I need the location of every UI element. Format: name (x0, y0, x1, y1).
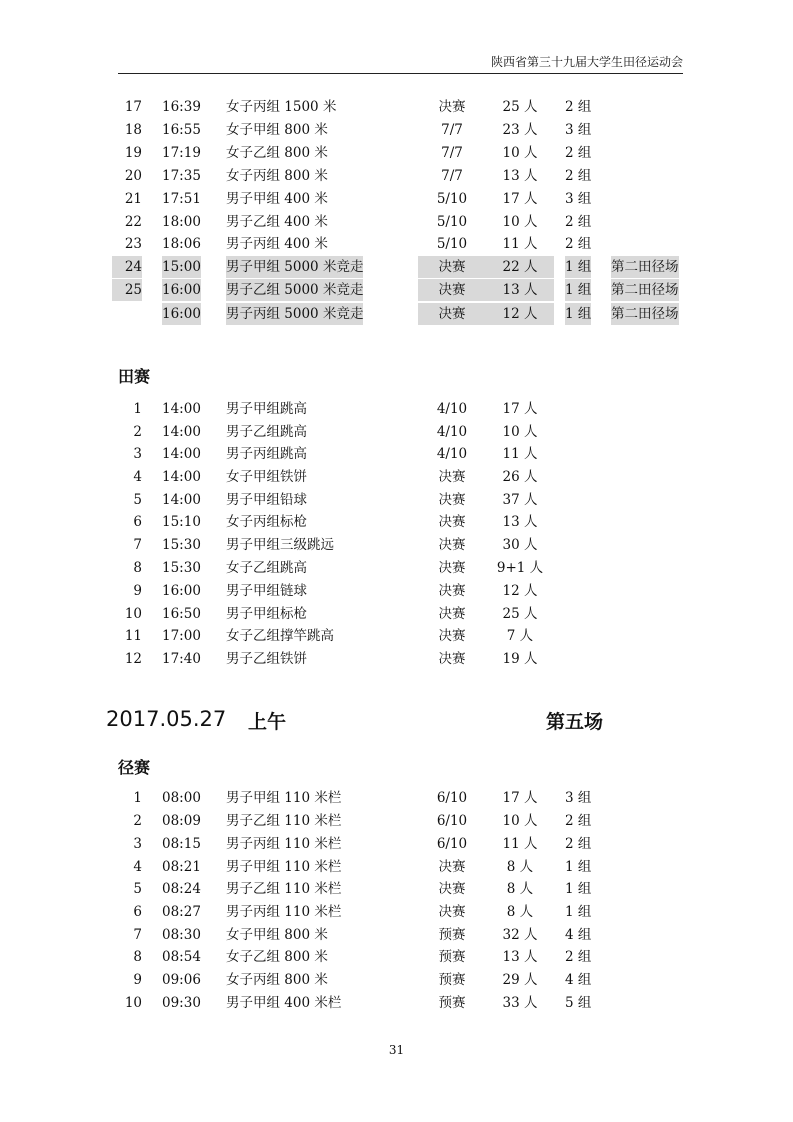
row-event: 女子丙组 800 米 (226, 168, 328, 184)
row-round: 4/10 (436, 401, 468, 417)
row-number: 25 (112, 279, 142, 301)
row-time: 08:09 (162, 813, 201, 829)
row-number: 10 (124, 606, 142, 622)
row-round: 7/7 (441, 122, 463, 138)
table-row (0, 856, 793, 878)
row-event: 男子乙组跳高 (226, 424, 307, 440)
row-number: 6 (133, 514, 142, 530)
row-groups: 1 组 (565, 256, 591, 278)
row-event: 女子乙组 800 米 (226, 949, 328, 965)
row-round: 决赛 (438, 859, 466, 875)
row-groups: 2 组 (565, 145, 592, 161)
row-count: 8 人 (506, 881, 534, 897)
row-count: 30 人 (502, 537, 538, 553)
row-event: 女子甲组 800 米 (226, 927, 328, 943)
row-count: 25 人 (502, 99, 538, 115)
row-number: 1 (133, 790, 142, 806)
row-event: 男子丙组 110 米栏 (226, 904, 342, 920)
schedule-session: 第五场 (546, 711, 604, 733)
row-event: 女子甲组 800 米 (226, 122, 328, 138)
row-count: 9+1 人 (496, 560, 544, 576)
row-number: 1 (133, 401, 142, 417)
table-row (0, 466, 793, 488)
row-round: 5/10 (436, 191, 468, 207)
row-count: 11 人 (502, 446, 538, 462)
row-round: 6/10 (436, 813, 468, 829)
row-count: 33 人 (502, 995, 538, 1011)
table-row (0, 787, 793, 809)
row-number: 2 (133, 813, 142, 829)
row-count: 7 人 (506, 628, 534, 644)
table-row (0, 992, 793, 1014)
row-round: 决赛 (438, 469, 466, 485)
row-time: 15:00 (162, 256, 201, 278)
row-count: 12 人 (502, 583, 538, 599)
row-number: 5 (133, 492, 142, 508)
row-count: 29 人 (502, 972, 538, 988)
row-time: 15:30 (162, 537, 201, 553)
row-groups: 3 组 (565, 191, 592, 207)
row-count: 17 人 (502, 191, 538, 207)
row-event: 男子丙组 5000 米竞走 (226, 303, 363, 325)
table-row (0, 398, 793, 420)
row-number: 24 (112, 256, 142, 278)
row-round: 7/7 (441, 145, 463, 161)
row-event: 男子甲组 400 米 (226, 191, 328, 207)
schedule-date: 2017.05.27 (106, 707, 227, 731)
row-number: 3 (133, 836, 142, 852)
table-row (0, 946, 793, 968)
table-row (0, 142, 793, 164)
table-row (0, 511, 793, 533)
table-row (0, 648, 793, 670)
row-count: 11 人 (502, 236, 538, 252)
row-time: 14:00 (162, 446, 201, 462)
row-number: 9 (133, 583, 142, 599)
row-groups: 1 组 (565, 303, 591, 325)
row-venue: 第二田径场 (611, 256, 679, 278)
table-row-highlighted (0, 303, 793, 325)
table-row (0, 924, 793, 946)
row-round: 决赛 (418, 279, 486, 301)
row-count: 10 人 (502, 214, 538, 230)
row-round: 6/10 (436, 790, 468, 806)
row-round: 决赛 (438, 606, 466, 622)
row-groups: 1 组 (565, 279, 591, 301)
row-round: 决赛 (438, 583, 466, 599)
row-count: 13 人 (486, 279, 554, 301)
row-venue: 第二田径场 (611, 279, 679, 301)
row-number: 21 (124, 191, 142, 207)
row-count: 8 人 (506, 859, 534, 875)
row-round: 6/10 (436, 836, 468, 852)
row-groups: 1 组 (565, 859, 592, 875)
field-events-heading: 田赛 (118, 367, 151, 386)
row-round: 7/7 (441, 168, 463, 184)
row-number: 10 (124, 995, 142, 1011)
table-row-highlighted (0, 256, 793, 278)
row-count: 17 人 (502, 790, 538, 806)
table-row (0, 969, 793, 991)
row-event: 男子乙组 110 米栏 (226, 813, 342, 829)
table-row (0, 443, 793, 465)
row-time: 08:00 (162, 790, 201, 806)
row-time: 08:30 (162, 927, 201, 943)
row-time: 16:00 (162, 583, 201, 599)
row-event: 男子甲组标枪 (226, 606, 307, 622)
row-count: 37 人 (502, 492, 538, 508)
row-groups: 3 组 (565, 790, 592, 806)
page-number: 31 (388, 1043, 405, 1057)
table-row (0, 489, 793, 511)
row-count: 11 人 (502, 836, 538, 852)
row-number: 23 (124, 236, 142, 252)
day-session-line (106, 707, 686, 735)
row-event: 男子乙组 400 米 (226, 214, 328, 230)
row-count: 23 人 (502, 122, 538, 138)
table-row (0, 96, 793, 118)
row-time: 17:35 (162, 168, 201, 184)
row-time: 15:10 (162, 514, 201, 530)
row-round: 决赛 (438, 904, 466, 920)
row-number: 3 (133, 446, 142, 462)
table-row (0, 557, 793, 579)
row-event: 女子乙组撑竿跳高 (226, 628, 334, 644)
row-number: 5 (133, 881, 142, 897)
row-groups: 2 组 (565, 236, 592, 252)
row-number: 2 (133, 424, 142, 440)
row-event: 男子乙组 5000 米竞走 (226, 279, 363, 301)
row-time: 16:39 (162, 99, 201, 115)
row-event: 男子乙组 110 米栏 (226, 881, 342, 897)
row-event: 男子丙组 400 米 (226, 236, 328, 252)
row-round: 预赛 (438, 949, 466, 965)
row-round: 决赛 (438, 514, 466, 530)
row-time: 08:54 (162, 949, 201, 965)
header-title: 陕西省第三十九届大学生田径运动会 (490, 55, 683, 69)
track-events-heading: 径赛 (118, 758, 151, 777)
row-time: 14:00 (162, 401, 201, 417)
row-venue: 第二田径场 (611, 303, 679, 325)
row-time: 08:27 (162, 904, 201, 920)
row-time: 14:00 (162, 424, 201, 440)
row-round: 5/10 (436, 236, 468, 252)
row-time: 16:00 (162, 303, 201, 325)
row-round: 决赛 (418, 256, 486, 278)
row-round: 决赛 (438, 628, 466, 644)
row-count: 22 人 (486, 256, 554, 278)
row-count: 12 人 (486, 303, 554, 325)
row-event: 男子甲组链球 (226, 583, 307, 599)
row-groups: 2 组 (565, 214, 592, 230)
page-header (118, 55, 683, 74)
row-number: 18 (124, 122, 142, 138)
table-row (0, 119, 793, 141)
row-round: 决赛 (418, 303, 486, 325)
row-count: 10 人 (502, 145, 538, 161)
row-round: 决赛 (438, 881, 466, 897)
row-groups: 4 组 (565, 927, 592, 943)
row-time: 08:21 (162, 859, 201, 875)
row-time: 18:06 (162, 236, 201, 252)
schedule-period: 上午 (248, 711, 287, 733)
row-groups: 2 组 (565, 168, 592, 184)
row-time: 16:55 (162, 122, 201, 138)
row-count: 13 人 (502, 949, 538, 965)
row-number: 11 (124, 628, 142, 644)
row-time: 08:24 (162, 881, 201, 897)
row-round: 预赛 (438, 995, 466, 1011)
row-groups: 2 组 (565, 99, 592, 115)
row-groups: 5 组 (565, 995, 592, 1011)
row-number: 12 (124, 651, 142, 667)
table-row (0, 625, 793, 647)
row-time: 15:30 (162, 560, 201, 576)
row-event: 男子丙组 110 米栏 (226, 836, 342, 852)
row-event: 男子甲组三级跳远 (226, 537, 334, 553)
row-time: 09:30 (162, 995, 201, 1011)
table-row (0, 901, 793, 923)
row-number: 7 (133, 927, 142, 943)
row-time: 18:00 (162, 214, 201, 230)
row-count: 17 人 (502, 401, 538, 417)
row-count: 32 人 (502, 927, 538, 943)
row-count: 26 人 (502, 469, 538, 485)
row-groups: 3 组 (565, 122, 592, 138)
row-number: 17 (124, 99, 142, 115)
row-number: 9 (133, 972, 142, 988)
row-groups: 2 组 (565, 836, 592, 852)
row-time: 17:00 (162, 628, 201, 644)
row-round: 决赛 (438, 537, 466, 553)
row-event: 男子丙组跳高 (226, 446, 307, 462)
table-row (0, 188, 793, 210)
row-number: 20 (124, 168, 142, 184)
table-row (0, 833, 793, 855)
row-time: 17:40 (162, 651, 201, 667)
row-count: 10 人 (502, 424, 538, 440)
row-count: 25 人 (502, 606, 538, 622)
row-groups: 2 组 (565, 813, 592, 829)
row-event: 女子甲组铁饼 (226, 469, 307, 485)
row-time: 14:00 (162, 469, 201, 485)
row-event: 男子甲组 110 米栏 (226, 790, 342, 806)
row-event: 女子乙组跳高 (226, 560, 307, 576)
row-count: 19 人 (502, 651, 538, 667)
row-time: 14:00 (162, 492, 201, 508)
row-number: 8 (133, 949, 142, 965)
table-row (0, 878, 793, 900)
row-round: 预赛 (438, 972, 466, 988)
row-round: 决赛 (438, 651, 466, 667)
table-row (0, 165, 793, 187)
table-row (0, 580, 793, 602)
table-row-highlighted (0, 279, 793, 301)
row-groups: 1 组 (565, 904, 592, 920)
row-groups: 1 组 (565, 881, 592, 897)
row-round: 预赛 (438, 927, 466, 943)
row-number: 22 (124, 214, 142, 230)
row-number: 8 (133, 560, 142, 576)
row-round: 4/10 (436, 446, 468, 462)
row-event: 男子甲组 400 米栏 (226, 995, 342, 1011)
row-round: 5/10 (436, 214, 468, 230)
row-round: 决赛 (438, 492, 466, 508)
row-event: 女子丙组 1500 米 (226, 99, 337, 115)
row-groups: 4 组 (565, 972, 592, 988)
row-round: 4/10 (436, 424, 468, 440)
row-event: 男子甲组 110 米栏 (226, 859, 342, 875)
table-row (0, 421, 793, 443)
row-count: 8 人 (506, 904, 534, 920)
row-number: 19 (124, 145, 142, 161)
row-event: 女子丙组 800 米 (226, 972, 328, 988)
row-time: 17:19 (162, 145, 201, 161)
row-number: 6 (133, 904, 142, 920)
row-round: 决赛 (438, 99, 466, 115)
row-number: 4 (133, 469, 142, 485)
row-count: 10 人 (502, 813, 538, 829)
row-number: 4 (133, 859, 142, 875)
table-row (0, 603, 793, 625)
row-time: 16:00 (162, 279, 201, 301)
row-event: 男子甲组跳高 (226, 401, 307, 417)
row-count: 13 人 (502, 514, 538, 530)
row-round: 决赛 (438, 560, 466, 576)
row-event: 女子乙组 800 米 (226, 145, 328, 161)
table-row (0, 211, 793, 233)
row-time: 16:50 (162, 606, 201, 622)
row-event: 男子乙组铁饼 (226, 651, 307, 667)
row-time: 09:06 (162, 972, 201, 988)
row-groups: 2 组 (565, 949, 592, 965)
row-number: 7 (133, 537, 142, 553)
row-event: 男子甲组铅球 (226, 492, 307, 508)
row-time: 17:51 (162, 191, 201, 207)
row-time: 08:15 (162, 836, 201, 852)
row-count: 13 人 (502, 168, 538, 184)
table-row (0, 233, 793, 255)
row-event: 女子丙组标枪 (226, 514, 307, 530)
row-event: 男子甲组 5000 米竞走 (226, 256, 363, 278)
table-row (0, 534, 793, 556)
table-row (0, 810, 793, 832)
